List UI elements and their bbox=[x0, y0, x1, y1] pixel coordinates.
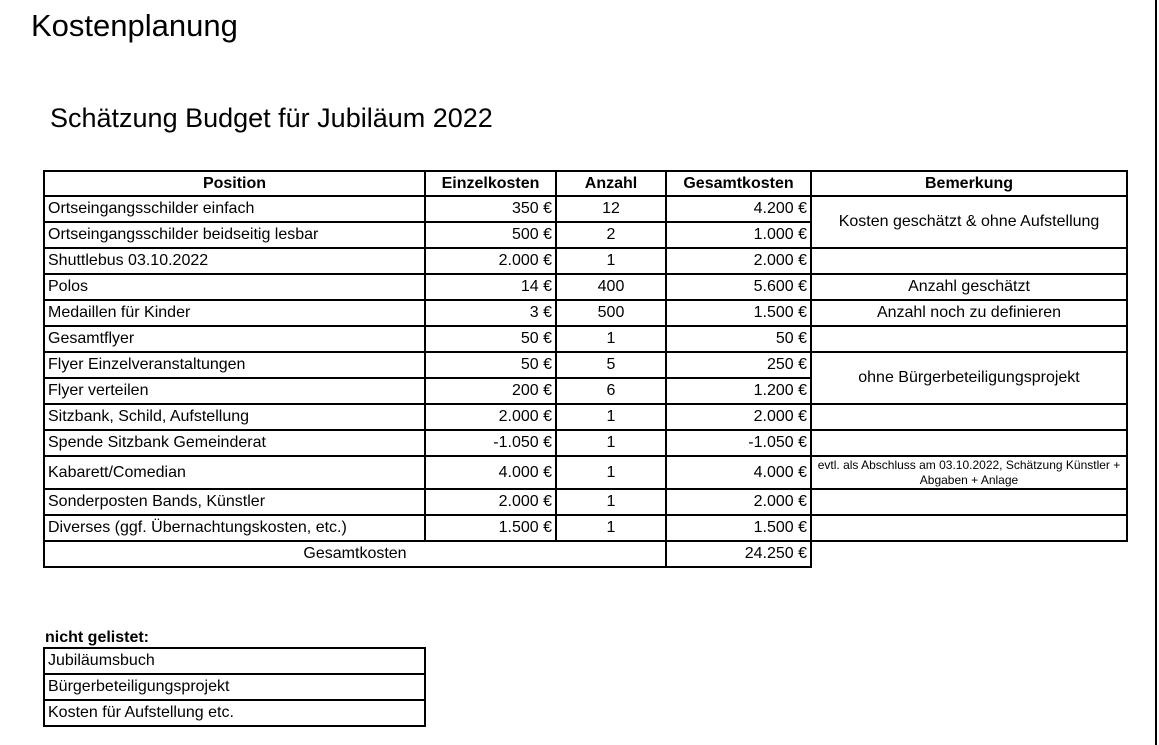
table-row bbox=[44, 248, 1127, 274]
gesamtkosten-cell: 1.200 € bbox=[666, 378, 811, 404]
remark-cell bbox=[811, 248, 1127, 274]
list-item bbox=[44, 648, 425, 674]
page-border-right bbox=[1155, 0, 1157, 745]
table-row bbox=[44, 326, 1127, 352]
table-row bbox=[44, 404, 1127, 430]
table-row bbox=[44, 489, 1127, 515]
position-cell: Sitzbank, Schild, Aufstellung bbox=[44, 404, 425, 430]
position-cell: Ortseingangsschilder beidseitig lesbar bbox=[44, 222, 425, 248]
position-cell: Flyer Einzelveranstaltungen bbox=[44, 352, 425, 378]
table-row bbox=[44, 456, 1127, 489]
einzelkosten-cell: -1.050 € bbox=[425, 430, 556, 456]
remark-cell: Anzahl noch zu definieren bbox=[811, 300, 1127, 326]
einzelkosten-cell: 50 € bbox=[425, 326, 556, 352]
position-cell: Flyer verteilen bbox=[44, 378, 425, 404]
table-row bbox=[44, 515, 1127, 541]
anzahl-cell: 5 bbox=[556, 352, 666, 378]
einzelkosten-cell: 200 € bbox=[425, 378, 556, 404]
anzahl-cell: 12 bbox=[556, 196, 666, 222]
position-cell: Spende Sitzbank Gemeinderat bbox=[44, 430, 425, 456]
anzahl-cell: 500 bbox=[556, 300, 666, 326]
total-value: 24.250 € bbox=[666, 541, 811, 567]
list-item bbox=[44, 700, 425, 726]
remark-cell bbox=[811, 515, 1127, 541]
einzelkosten-cell: 2.000 € bbox=[425, 404, 556, 430]
einzelkosten-cell: 2.000 € bbox=[425, 248, 556, 274]
anzahl-cell: 1 bbox=[556, 456, 666, 489]
list-item bbox=[44, 674, 425, 700]
position-cell: Kabarett/Comedian bbox=[44, 456, 425, 489]
einzelkosten-cell: 50 € bbox=[425, 352, 556, 378]
header-gesamtkosten: Gesamtkosten bbox=[666, 171, 811, 196]
anzahl-cell: 1 bbox=[556, 404, 666, 430]
gesamtkosten-cell: 2.000 € bbox=[666, 248, 811, 274]
total-label: Gesamtkosten bbox=[44, 541, 666, 567]
einzelkosten-cell: 14 € bbox=[425, 274, 556, 300]
header-anzahl: Anzahl bbox=[556, 171, 666, 196]
position-cell: Gesamtflyer bbox=[44, 326, 425, 352]
gesamtkosten-cell: 50 € bbox=[666, 326, 811, 352]
table-row bbox=[44, 430, 1127, 456]
unlisted-item: Bürgerbeteiligungsprojekt bbox=[44, 674, 425, 700]
gesamtkosten-cell: 2.000 € bbox=[666, 404, 811, 430]
header-position: Position bbox=[44, 171, 425, 196]
unlisted-item: Kosten für Aufstellung etc. bbox=[44, 700, 425, 726]
gesamtkosten-cell: 4.000 € bbox=[666, 456, 811, 489]
page-title: Kostenplanung bbox=[31, 8, 238, 43]
table-row bbox=[44, 196, 1127, 222]
unlisted-item: Jubiläumsbuch bbox=[44, 648, 425, 674]
remark-cell: Anzahl geschätzt bbox=[811, 274, 1127, 300]
remark-cell bbox=[811, 326, 1127, 352]
anzahl-cell: 1 bbox=[556, 248, 666, 274]
einzelkosten-cell: 500 € bbox=[425, 222, 556, 248]
anzahl-cell: 1 bbox=[556, 515, 666, 541]
gesamtkosten-cell: 5.600 € bbox=[666, 274, 811, 300]
position-cell: Shuttlebus 03.10.2022 bbox=[44, 248, 425, 274]
remark-cell bbox=[811, 489, 1127, 515]
table-row bbox=[44, 300, 1127, 326]
anzahl-cell: 400 bbox=[556, 274, 666, 300]
anzahl-cell: 1 bbox=[556, 430, 666, 456]
total-row bbox=[44, 541, 1127, 567]
remark-cell: Kosten geschätzt & ohne Aufstellung bbox=[811, 196, 1127, 248]
einzelkosten-cell: 2.000 € bbox=[425, 489, 556, 515]
gesamtkosten-cell: -1.050 € bbox=[666, 430, 811, 456]
header-einzelkosten: Einzelkosten bbox=[425, 171, 556, 196]
remark-cell: ohne Bürgerbeteiligungsprojekt bbox=[811, 352, 1127, 404]
anzahl-cell: 2 bbox=[556, 222, 666, 248]
gesamtkosten-cell: 4.200 € bbox=[666, 196, 811, 222]
gesamtkosten-cell: 2.000 € bbox=[666, 489, 811, 515]
position-cell: Ortseingangsschilder einfach bbox=[44, 196, 425, 222]
empty-cell bbox=[811, 541, 1127, 567]
position-cell: Diverses (ggf. Übernachtungskosten, etc.) bbox=[44, 515, 425, 541]
position-cell: Sonderposten Bands, Künstler bbox=[44, 489, 425, 515]
unlisted-heading: nicht gelistet: bbox=[45, 629, 150, 646]
position-cell: Polos bbox=[44, 274, 425, 300]
einzelkosten-cell: 1.500 € bbox=[425, 515, 556, 541]
remark-cell bbox=[811, 430, 1127, 456]
remark-cell: evtl. als Abschluss am 03.10.2022, Schätzung Künstler + Abgaben + Anlage bbox=[811, 456, 1127, 489]
gesamtkosten-cell: 1.500 € bbox=[666, 515, 811, 541]
budget-table bbox=[43, 170, 1128, 568]
unlisted-table bbox=[43, 647, 426, 727]
header-bemerkung: Bemerkung bbox=[811, 171, 1127, 196]
budget-header-row bbox=[44, 171, 1127, 196]
einzelkosten-cell: 3 € bbox=[425, 300, 556, 326]
table-row bbox=[44, 352, 1127, 378]
budget-subtitle: Schätzung Budget für Jubiläum 2022 bbox=[50, 103, 493, 133]
table-row bbox=[44, 274, 1127, 300]
anzahl-cell: 1 bbox=[556, 326, 666, 352]
position-cell: Medaillen für Kinder bbox=[44, 300, 425, 326]
einzelkosten-cell: 4.000 € bbox=[425, 456, 556, 489]
anzahl-cell: 6 bbox=[556, 378, 666, 404]
gesamtkosten-cell: 250 € bbox=[666, 352, 811, 378]
anzahl-cell: 1 bbox=[556, 489, 666, 515]
einzelkosten-cell: 350 € bbox=[425, 196, 556, 222]
remark-cell bbox=[811, 404, 1127, 430]
gesamtkosten-cell: 1.500 € bbox=[666, 300, 811, 326]
gesamtkosten-cell: 1.000 € bbox=[666, 222, 811, 248]
